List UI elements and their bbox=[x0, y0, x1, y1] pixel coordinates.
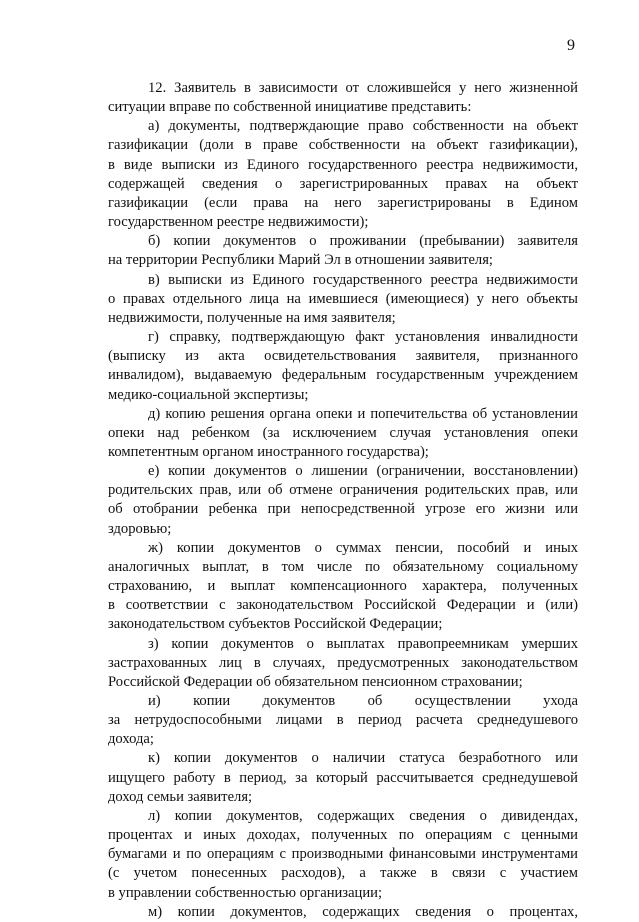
paragraph bbox=[108, 271, 578, 328]
paragraph bbox=[108, 117, 578, 232]
text-line: за нетрудоспособными лицами в период расчета среднедушевого bbox=[108, 712, 578, 729]
paragraph bbox=[108, 692, 578, 749]
text-line: е) копии документов о лишении (ограничении, восстановлении) bbox=[148, 463, 578, 480]
text-line: содержащей сведения о зарегистрированных правах на объект bbox=[108, 175, 578, 192]
text-line: Российской Федерации об обязательном пенсионном страховании; bbox=[108, 673, 523, 690]
text-line: б) копии документов о проживании (пребывании) заявителя bbox=[148, 233, 578, 250]
text-line: аналогичных выплат, в том числе по обязательному социальному bbox=[108, 558, 578, 575]
text-line: в соответствии с законодательством Российской Федерации и (или) bbox=[108, 597, 578, 614]
text-line: доход семьи заявителя; bbox=[108, 788, 253, 805]
text-line: г) справку, подтверждающую факт установления инвалидности bbox=[148, 329, 578, 346]
text-line: страхованию, и выплат компенсационного характера, полученных bbox=[108, 578, 578, 595]
text-line: в) выписки из Единого государственного реестра недвижимости bbox=[148, 271, 578, 288]
text-line: ж) копии документов о суммах пенсии, пособий и иных bbox=[148, 539, 578, 556]
paragraph bbox=[108, 405, 578, 462]
text-line: застрахованных лиц в случаях, предусмотренных законодательством bbox=[108, 654, 578, 671]
text-line: законодательством субъектов Российской Федерации; bbox=[108, 616, 443, 633]
paragraph bbox=[108, 635, 578, 692]
text-line: газификации (если права на него зарегистрированы в Едином bbox=[108, 194, 578, 211]
text-line: л) копии документов, содержащих сведения о дивидендах, bbox=[148, 807, 578, 824]
text-line: недвижимости, полученные на имя заявителя; bbox=[108, 309, 396, 326]
text-line: родительских прав, или об отмене ограничения родительских прав, или bbox=[108, 482, 578, 499]
text-line: об отобрании ребенка при непосредственной угрозе его жизни или bbox=[108, 501, 578, 518]
text-line: д) копию решения органа опеки и попечительства об установлении bbox=[148, 405, 578, 422]
text-line: государственном реестре недвижимости); bbox=[108, 214, 369, 231]
text-line: бумагами и по операциям с производными финансовыми инструментами bbox=[108, 846, 578, 863]
paragraph bbox=[108, 462, 578, 539]
paragraph bbox=[108, 232, 578, 270]
text-line: процентах и иных доходах, полученных по операциям с ценными bbox=[108, 827, 578, 844]
text-line: а) документы, подтверждающие право собственности на объект bbox=[148, 118, 578, 135]
text-line: з) копии документов о выплатах правопреемникам умерших bbox=[148, 635, 578, 652]
paragraph bbox=[108, 328, 578, 405]
text-line: и) копии документов об осуществлении ухода bbox=[148, 693, 578, 709]
text-line: дохода; bbox=[108, 731, 154, 748]
text-line: ситуации вправе по собственной инициативе представить: bbox=[108, 99, 472, 116]
text-line: инвалидом), выдаваемую федеральным государственным учреждением bbox=[108, 367, 578, 384]
paragraph bbox=[108, 807, 578, 903]
text-line: на территории Республики Марий Эл в отношении заявителя; bbox=[108, 252, 493, 269]
page-number: 9 bbox=[567, 37, 575, 54]
text-line: здоровью; bbox=[108, 520, 172, 537]
text-line: ищущего работу в период, за который рассчитывается среднедушевой bbox=[108, 769, 578, 786]
text-line: м) копии документов, содержащих сведения о процентах, bbox=[148, 903, 578, 920]
body-text bbox=[108, 79, 578, 922]
text-line: газификации (доли в праве собственности на объект газификации), bbox=[108, 137, 578, 154]
paragraph bbox=[108, 539, 578, 635]
text-line: к) копии документов о наличии статуса безработного или bbox=[148, 750, 578, 767]
text-line: опеки над ребенком (за исключением случая установления опеки bbox=[108, 424, 578, 441]
text-line: в управлении собственностью организации; bbox=[108, 884, 383, 901]
text-line: 12. Заявитель в зависимости от сложившейся у него жизненной bbox=[148, 80, 578, 96]
paragraph bbox=[108, 749, 578, 806]
text-line: (выписку из акта освидетельствования заявителя, признанного bbox=[108, 348, 578, 365]
text-line: о правах отдельного лица на имевшиеся (имеющиеся) у него объекты bbox=[108, 290, 578, 307]
text-line: (с учетом понесенных расходов), а также в связи с участием bbox=[108, 865, 578, 882]
text-line: медико-социальной экспертизы; bbox=[108, 386, 309, 403]
text-line: компетентным органом иностранного государства); bbox=[108, 443, 429, 460]
paragraph bbox=[108, 903, 578, 922]
paragraph bbox=[108, 79, 578, 117]
text-line: в виде выписки из Единого государственного реестра недвижимости, bbox=[108, 156, 578, 173]
